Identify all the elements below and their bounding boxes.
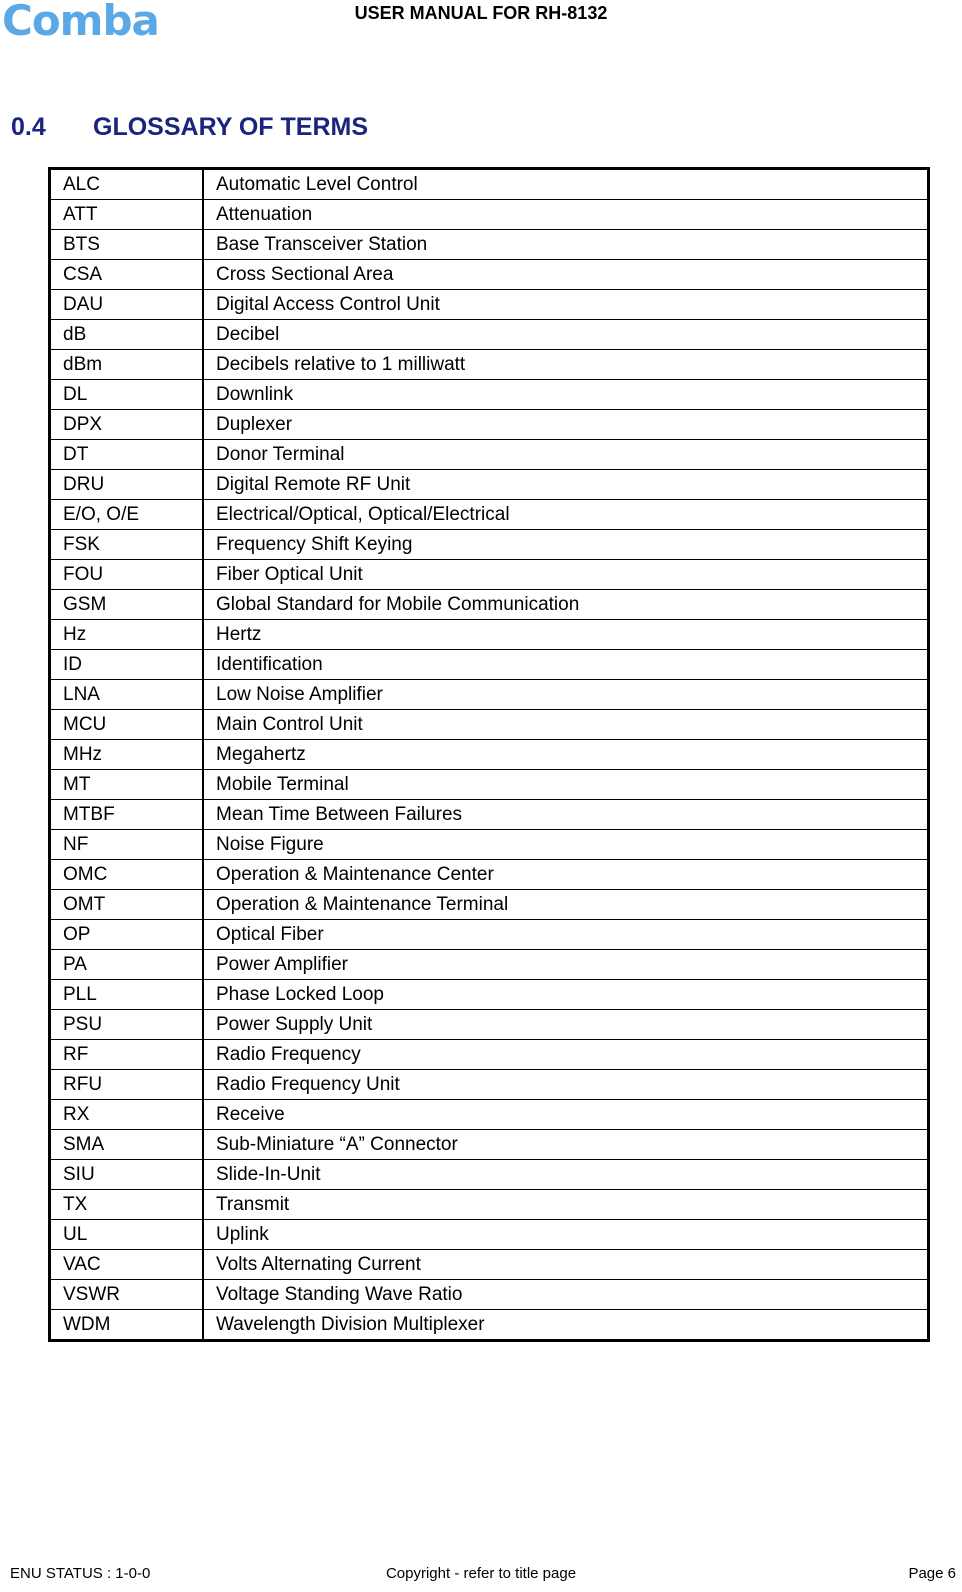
glossary-abbreviation: UL [50,1220,204,1250]
glossary-definition: Attenuation [203,200,929,230]
glossary-abbreviation: Hz [50,620,204,650]
glossary-abbreviation: PLL [50,980,204,1010]
glossary-abbreviation: DRU [50,470,204,500]
glossary-abbreviation: MCU [50,710,204,740]
glossary-abbreviation: DPX [50,410,204,440]
table-row [50,860,929,890]
document-title: USER MANUAL FOR RH-8132 [354,3,608,23]
glossary-definition: Base Transceiver Station [203,230,929,260]
glossary-abbreviation: WDM [50,1310,204,1341]
table-row [50,1070,929,1100]
glossary-definition: Digital Remote RF Unit [203,470,929,500]
glossary-definition: Power Supply Unit [203,1010,929,1040]
glossary-definition: Operation & Maintenance Terminal [203,890,929,920]
table-row [50,1130,929,1160]
table-row [50,770,929,800]
glossary-definition: Operation & Maintenance Center [203,860,929,890]
section-number: 0.4 [11,113,46,141]
section-title: GLOSSARY OF TERMS [93,113,369,141]
glossary-abbreviation: VAC [50,1250,204,1280]
table-row [50,1280,929,1310]
table-row [50,1160,929,1190]
footer-copyright: Copyright - refer to title page [385,1565,577,1582]
glossary-definition: Fiber Optical Unit [203,560,929,590]
table-row [50,1040,929,1070]
glossary-definition: Frequency Shift Keying [203,530,929,560]
glossary-abbreviation: OMC [50,860,204,890]
glossary-abbreviation: DL [50,380,204,410]
glossary-definition: Donor Terminal [203,440,929,470]
table-row [50,470,929,500]
table-row [50,380,929,410]
glossary-abbreviation: PSU [50,1010,204,1040]
glossary-abbreviation: FOU [50,560,204,590]
glossary-definition: Main Control Unit [203,710,929,740]
table-row [50,530,929,560]
footer-page-number: Page 6 [908,1565,956,1582]
glossary-abbreviation: DT [50,440,204,470]
table-row [50,800,929,830]
table-row [50,710,929,740]
glossary-definition: Global Standard for Mobile Communication [203,590,929,620]
glossary-abbreviation: ALC [50,169,204,200]
table-row [50,980,929,1010]
table-row [50,1010,929,1040]
table-row [50,169,929,200]
glossary-definition: Noise Figure [203,830,929,860]
glossary-abbreviation: RX [50,1100,204,1130]
footer-status: ENU STATUS : 1-0-0 [10,1565,151,1582]
glossary-abbreviation: CSA [50,260,204,290]
glossary-definition: Uplink [203,1220,929,1250]
glossary-table [48,167,930,1342]
glossary-definition: Power Amplifier [203,950,929,980]
table-row [50,320,929,350]
table-row [50,1310,929,1341]
glossary-abbreviation: ATT [50,200,204,230]
glossary-definition: Radio Frequency Unit [203,1070,929,1100]
glossary-definition: Electrical/Optical, Optical/Electrical [203,500,929,530]
glossary-abbreviation: MHz [50,740,204,770]
glossary-abbreviation: RF [50,1040,204,1070]
table-row [50,1100,929,1130]
table-row [50,560,929,590]
glossary-abbreviation: DAU [50,290,204,320]
glossary-abbreviation: RFU [50,1070,204,1100]
table-row [50,500,929,530]
glossary-abbreviation: MTBF [50,800,204,830]
table-row [50,1250,929,1280]
glossary-definition: Digital Access Control Unit [203,290,929,320]
glossary-abbreviation: SMA [50,1130,204,1160]
table-row [50,440,929,470]
glossary-abbreviation: FSK [50,530,204,560]
glossary-abbreviation: PA [50,950,204,980]
table-row [50,650,929,680]
glossary-definition: Slide-In-Unit [203,1160,929,1190]
glossary-abbreviation: LNA [50,680,204,710]
table-row [50,830,929,860]
glossary-abbreviation: dBm [50,350,204,380]
glossary-definition: Transmit [203,1190,929,1220]
glossary-abbreviation: OMT [50,890,204,920]
table-row [50,290,929,320]
table-row [50,620,929,650]
glossary-definition: Receive [203,1100,929,1130]
glossary-abbreviation: TX [50,1190,204,1220]
table-row [50,590,929,620]
table-row [50,350,929,380]
section-heading [11,112,368,142]
glossary-abbreviation: E/O, O/E [50,500,204,530]
table-row [50,410,929,440]
glossary-definition: Voltage Standing Wave Ratio [203,1280,929,1310]
glossary-definition: Cross Sectional Area [203,260,929,290]
table-row [50,1220,929,1250]
glossary-definition: Mean Time Between Failures [203,800,929,830]
glossary-definition: Duplexer [203,410,929,440]
glossary-abbreviation: ID [50,650,204,680]
glossary-definition: Sub-Miniature “A” Connector [203,1130,929,1160]
glossary-abbreviation: dB [50,320,204,350]
glossary-definition: Volts Alternating Current [203,1250,929,1280]
glossary-definition: Decibels relative to 1 milliwatt [203,350,929,380]
table-row [50,890,929,920]
glossary-definition: Decibel [203,320,929,350]
table-row [50,200,929,230]
glossary-abbreviation: MT [50,770,204,800]
glossary-definition: Wavelength Division Multiplexer [203,1310,929,1341]
table-row [50,740,929,770]
glossary-definition: Automatic Level Control [203,169,929,200]
glossary-definition: Identification [203,650,929,680]
glossary-abbreviation: BTS [50,230,204,260]
table-row [50,260,929,290]
glossary-definition: Radio Frequency [203,1040,929,1070]
table-row [50,950,929,980]
brand-logo: Comba [2,0,159,45]
glossary-definition: Megahertz [203,740,929,770]
glossary-definition: Low Noise Amplifier [203,680,929,710]
glossary-definition: Hertz [203,620,929,650]
table-row [50,230,929,260]
glossary-abbreviation: NF [50,830,204,860]
glossary-definition: Optical Fiber [203,920,929,950]
glossary-definition: Mobile Terminal [203,770,929,800]
glossary-abbreviation: OP [50,920,204,950]
glossary-abbreviation: VSWR [50,1280,204,1310]
table-row [50,920,929,950]
table-row [50,680,929,710]
glossary-definition: Phase Locked Loop [203,980,929,1010]
glossary-abbreviation: SIU [50,1160,204,1190]
glossary-definition: Downlink [203,380,929,410]
glossary-abbreviation: GSM [50,590,204,620]
table-row [50,1190,929,1220]
